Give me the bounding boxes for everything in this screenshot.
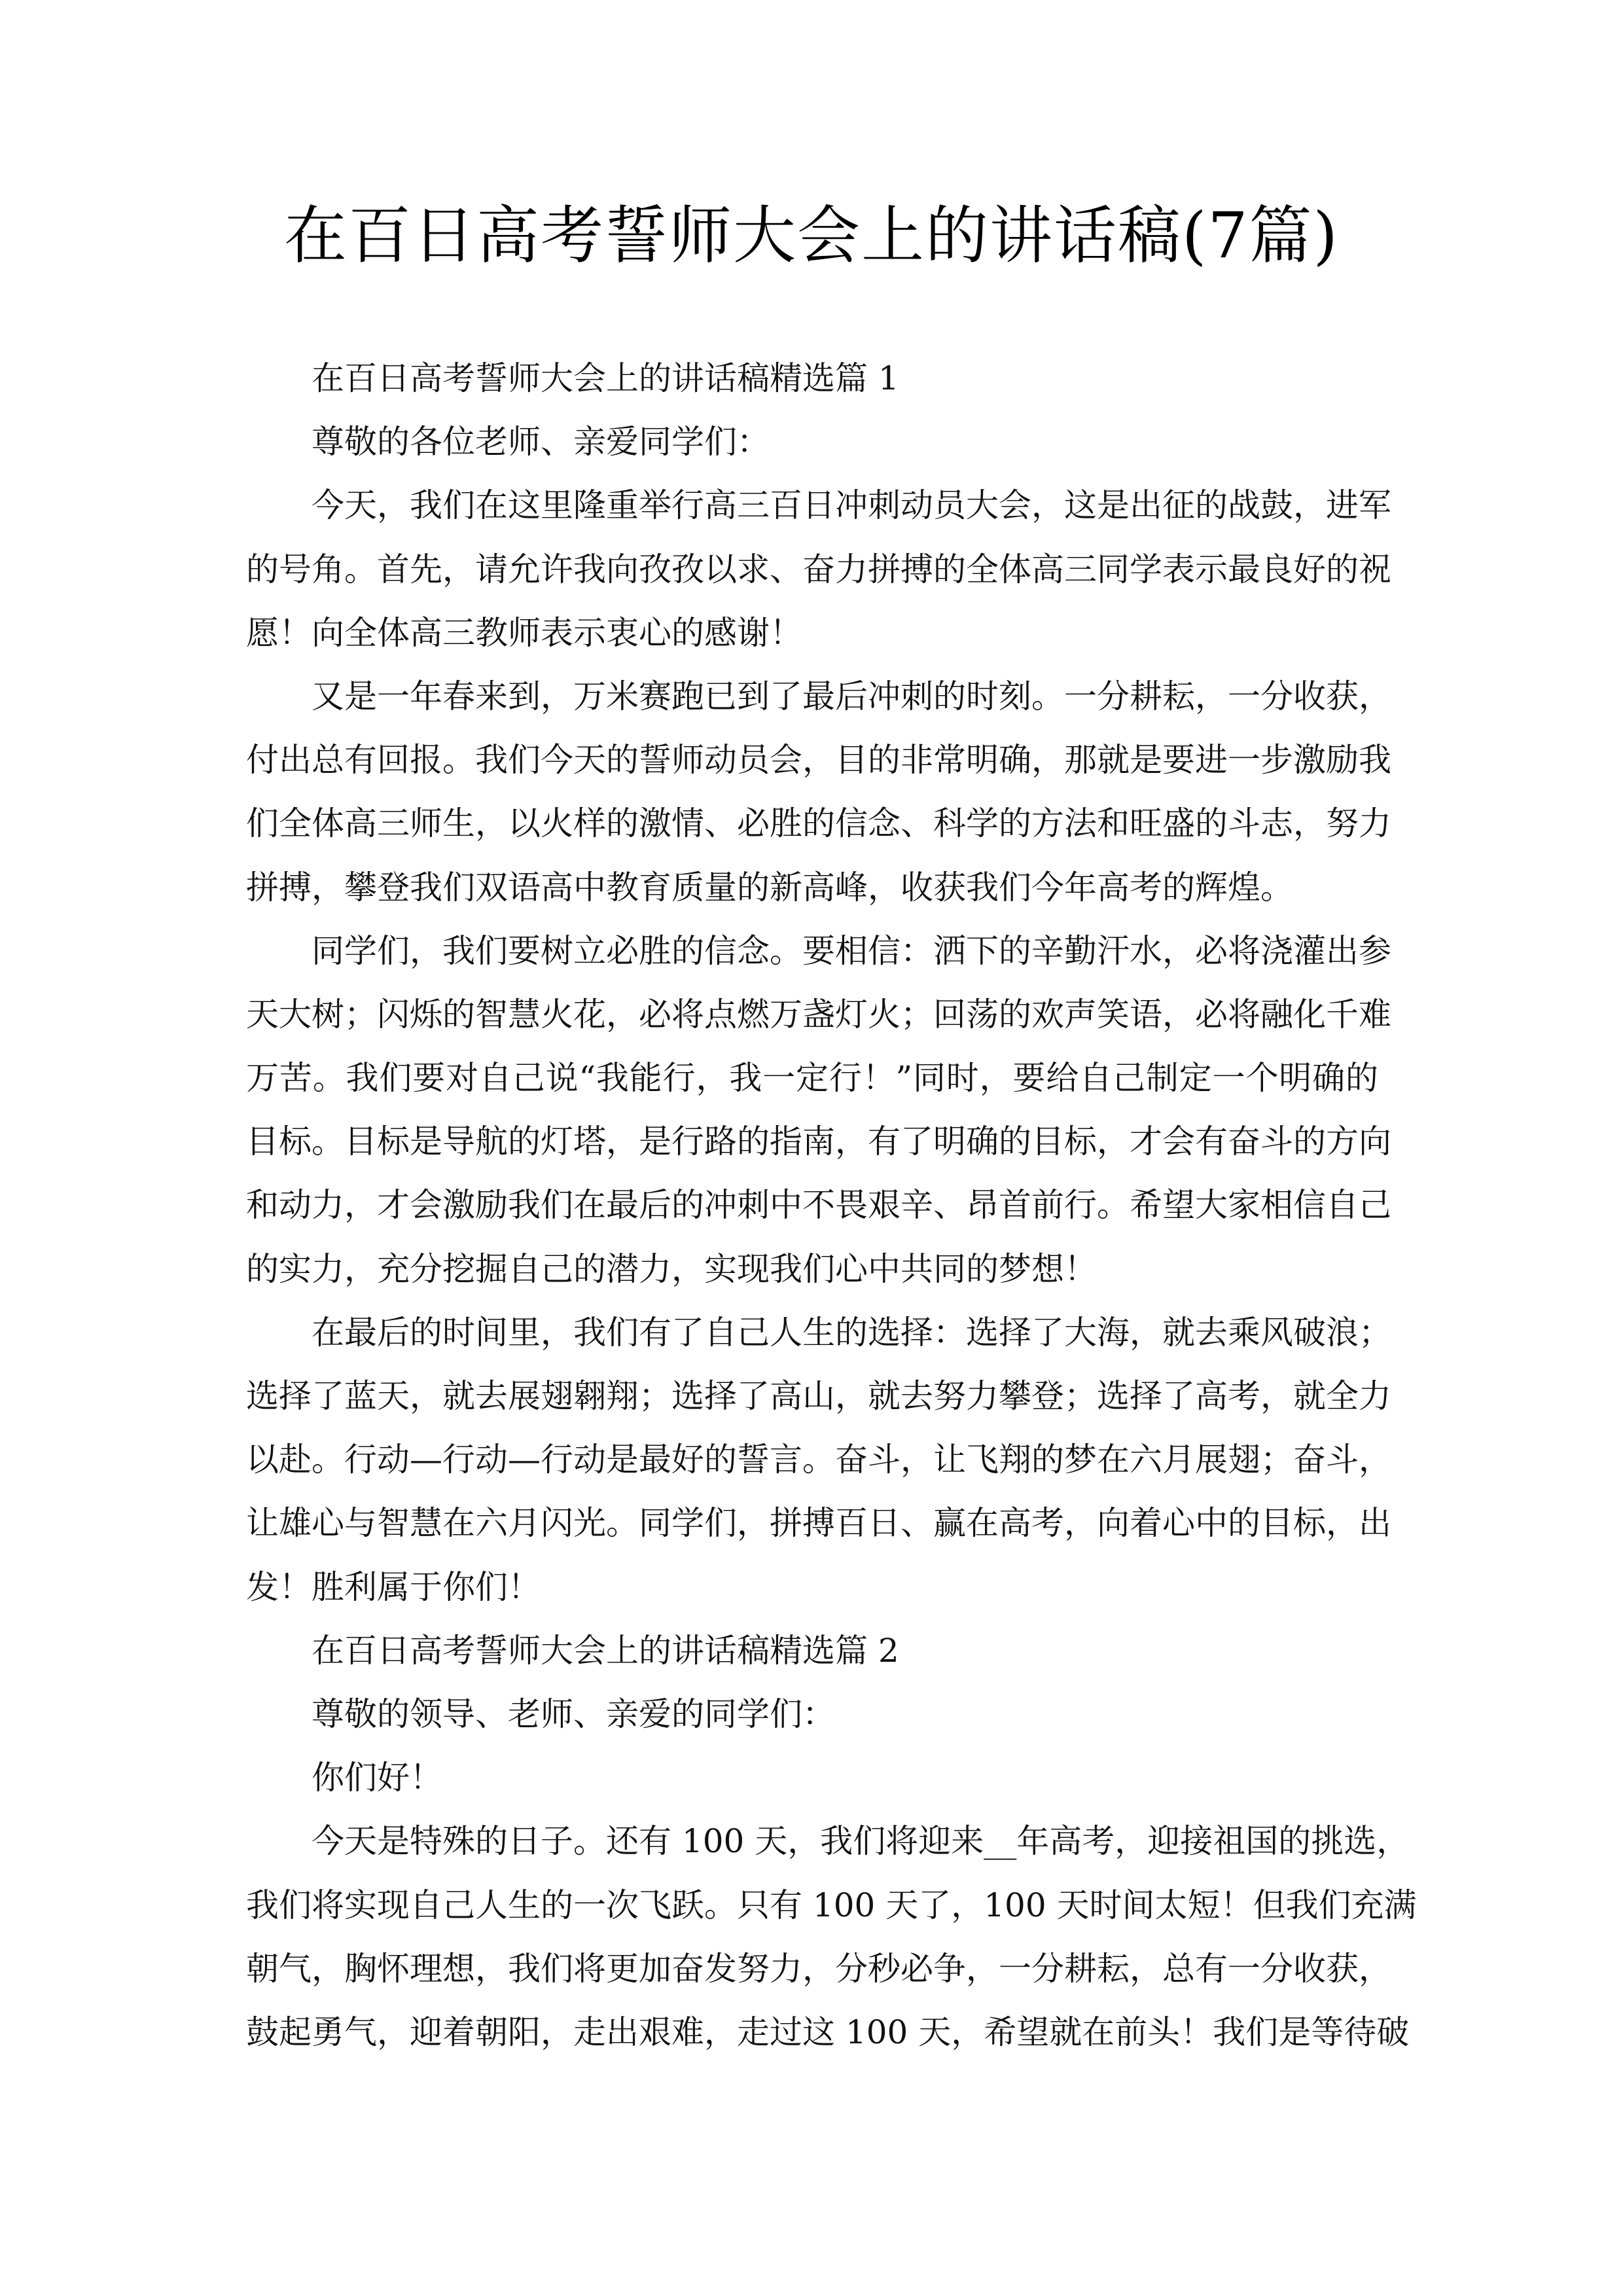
- paragraph-line: 朝气，胸怀理想，我们将更加奋发努力，分秒必争，一分耕耘，总有一分收获，: [246, 1949, 1391, 1988]
- section-heading-2: 在百日高考誓师大会上的讲话稿精选篇 2: [312, 1631, 899, 1670]
- paragraph-line: 我们将实现自己人生的一次飞跃。只有 100 天了，100 天时间太短！但我们充满: [246, 1886, 1417, 1924]
- paragraph-line: 的号角。首先，请允许我向孜孜以求、奋力拼搏的全体高三同学表示最良好的祝: [246, 550, 1391, 588]
- paragraph-line: 天大树；闪烁的智慧火花，必将点燃万盏灯火；回荡的欢声笑语，必将融化千难: [246, 995, 1391, 1033]
- paragraph-line: 鼓起勇气，迎着朝阳，走出艰难，走过这 100 天，希望就在前头！我们是等待破: [246, 2013, 1410, 2051]
- document-body: [246, 347, 1417, 2064]
- paragraph-line: 们全体高三师生，以火样的激情、必胜的信念、科学的方法和旺盛的斗志，努力: [246, 804, 1391, 843]
- paragraph-line: 发！胜利属于你们！: [246, 1568, 541, 1606]
- paragraph-line: 拼搏，攀登我们双语高中教育质量的新高峰，收获我们今年高考的辉煌。: [246, 868, 1293, 906]
- paragraph-line: 让雄心与智慧在六月闪光。同学们，拼搏百日、赢在高考，向着心中的目标，出: [246, 1504, 1391, 1543]
- paragraph-line: 万苦。我们要对自己说“我能行，我一定行！”同时，要给自己制定一个明确的: [246, 1059, 1378, 1098]
- paragraph-line: 在最后的时间里，我们有了自己人生的选择：选择了大海，就去乘风破浪；: [312, 1313, 1391, 1352]
- paragraph-line: 付出总有回报。我们今天的誓师动员会，目的非常明确，那就是要进一步激励我: [246, 741, 1391, 780]
- document-title: 在百日高考誓师大会上的讲话稿(7篇): [284, 199, 1339, 272]
- paragraph-line: 愿！向全体高三教师表示衷心的感谢！: [246, 613, 802, 652]
- paragraph-line: 以赴。行动—行动—行动是最好的誓言。奋斗，让飞翔的梦在六月展翅；奋斗，: [246, 1441, 1391, 1479]
- paragraph-line: 今天是特殊的日子。还有 100 天，我们将迎来__年高考，迎接祖国的挑选，: [312, 1822, 1410, 1861]
- paragraph-line: 目标。目标是导航的灯塔，是行路的指南，有了明确的目标，才会有奋斗的方向: [246, 1122, 1391, 1161]
- salutation: 尊敬的各位老师、亲爱同学们：: [312, 423, 770, 461]
- paragraph-line: 的实力，充分挖掘自己的潜力，实现我们心中共同的梦想！: [246, 1249, 1097, 1288]
- paragraph-line: 同学们，我们要树立必胜的信念。要相信：洒下的辛勤汗水，必将浇灌出参: [312, 931, 1391, 970]
- paragraph-line: 选择了蓝天，就去展翅翱翔；选择了高山，就去努力攀登；选择了高考，就全力: [246, 1377, 1391, 1415]
- greeting: 你们好！: [312, 1759, 442, 1797]
- salutation: 尊敬的领导、老师、亲爱的同学们：: [312, 1695, 835, 1733]
- paragraph-line: 今天，我们在这里隆重举行高三百日冲刺动员大会，这是出征的战鼓，进军: [312, 486, 1391, 525]
- section-heading-1: 在百日高考誓师大会上的讲话稿精选篇 1: [312, 359, 899, 397]
- paragraph-line: 又是一年春来到，万米赛跑已到了最后冲刺的时刻。一分耕耘，一分收获，: [312, 677, 1391, 715]
- paragraph-line: 和动力，才会激励我们在最后的冲刺中不畏艰辛、昂首前行。希望大家相信自己: [246, 1186, 1391, 1225]
